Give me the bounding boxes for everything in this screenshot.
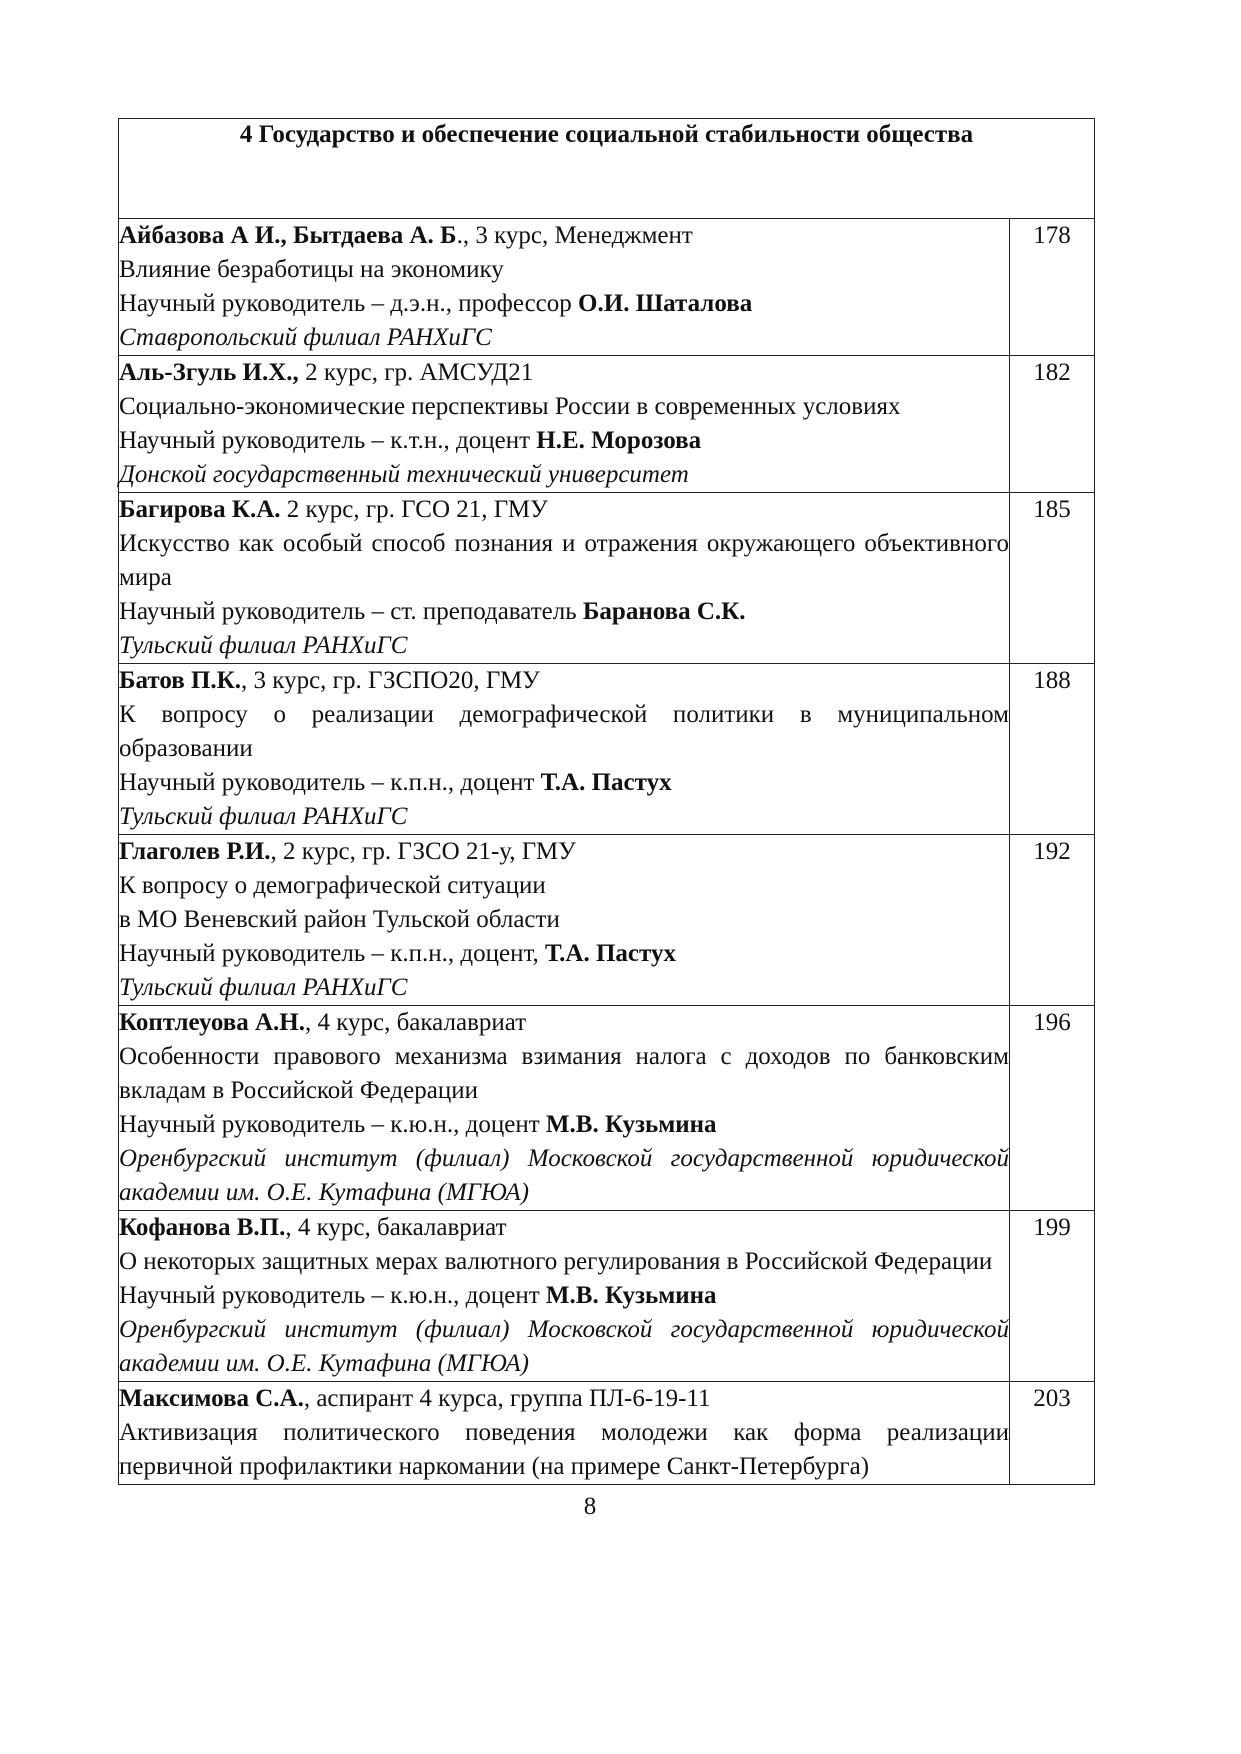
- entry-title: Активизация политического поведения молодежи как форма реализации первичной профилактики наркомании (на примере Санкт-Петербурга): [119, 1419, 1009, 1480]
- table-row: [119, 1006, 1095, 1211]
- table-row: [119, 664, 1095, 835]
- table-row: [119, 219, 1095, 356]
- entry-authors-line: [119, 664, 1009, 698]
- entry-cell: [119, 664, 1010, 835]
- entry-details: ., 3 курс, Менеджмент: [456, 222, 693, 249]
- entry-cell: [119, 1006, 1010, 1211]
- entry-cell: [119, 835, 1010, 1006]
- entry-authors-line: [119, 493, 1009, 527]
- entry-title: Влияние безработицы на экономику: [119, 256, 504, 283]
- table-row: [119, 1382, 1095, 1485]
- entry-affiliation: Оренбургский институт (филиал) Московской государственной юридической академии им. О.Е. Кутафина (МГЮА): [119, 1316, 1009, 1377]
- entry-page-number: 196: [1010, 1006, 1095, 1211]
- entry-page-number: 203: [1010, 1382, 1095, 1485]
- entry-cell: [119, 219, 1010, 356]
- table-row: [119, 493, 1095, 664]
- entry-affiliation: Тульский филиал РАНХиГС: [119, 803, 408, 830]
- entry-advisor: [119, 937, 1009, 971]
- advisor-prefix: Научный руководитель – к.п.н., доцент,: [119, 940, 545, 967]
- table-row: [119, 356, 1095, 493]
- entry-advisor: [119, 1279, 1009, 1313]
- section-header-row: [119, 119, 1095, 219]
- entry-authors: Коптлеуова А.Н.: [119, 1009, 305, 1036]
- entry-authors: Батов П.К.: [119, 667, 242, 694]
- advisor-prefix: Научный руководитель – к.ю.н., доцент: [119, 1111, 546, 1138]
- table-row: [119, 1211, 1095, 1382]
- entry-cell: [119, 1211, 1010, 1382]
- entry-authors-line: [119, 835, 1009, 869]
- entry-title: Особенности правового механизма взимания налога с доходов по банковским вкладам в Российской Федерации: [119, 1043, 1009, 1104]
- entry-details: 2 курс, гр. АМСУД21: [298, 359, 534, 386]
- advisor-name: О.И. Шаталова: [578, 290, 753, 317]
- entry-authors: Кофанова В.П.: [119, 1214, 286, 1241]
- table-row: [119, 835, 1095, 1006]
- advisor-name: Баранова С.К.: [582, 598, 746, 625]
- advisor-prefix: Научный руководитель – к.п.н., доцент: [119, 769, 541, 796]
- advisor-prefix: Научный руководитель – ст. преподаватель: [119, 598, 583, 625]
- entry-page-number: 199: [1010, 1211, 1095, 1382]
- advisor-name: М.В. Кузьмина: [545, 1111, 717, 1138]
- entry-cell: [119, 1382, 1010, 1485]
- entry-page-number: 185: [1010, 493, 1095, 664]
- advisor-name: Т.А. Пастух: [540, 769, 672, 796]
- entry-authors: Айбазова А И., Бытдаева А. Б: [119, 222, 457, 249]
- entry-authors-line: [119, 1006, 1009, 1040]
- entry-title: Искусство как особый способ познания и отражения окружающего объективного мира: [119, 530, 1009, 591]
- entry-authors-line: [119, 1211, 1009, 1245]
- entry-advisor: [119, 595, 1009, 629]
- entry-advisor: [119, 424, 1009, 458]
- page-number: 8: [583, 1493, 597, 1520]
- entry-authors-line: [119, 219, 1009, 253]
- advisor-prefix: Научный руководитель – к.т.н., доцент: [119, 427, 537, 454]
- entry-details: , аспирант 4 курса, группа ПЛ-6-19-11: [303, 1385, 711, 1412]
- entry-cell: [119, 356, 1010, 493]
- entry-page-number: 188: [1010, 664, 1095, 835]
- entry-authors: Аль-Згуль И.Х.,: [119, 359, 299, 386]
- advisor-prefix: Научный руководитель – д.э.н., профессор: [119, 290, 579, 317]
- advisor-prefix: Научный руководитель – к.ю.н., доцент: [119, 1282, 546, 1309]
- entry-title: К вопросу о реализации демографической политики в муниципальном образовании: [119, 701, 1009, 762]
- entry-affiliation: Тульский филиал РАНХиГС: [119, 632, 408, 659]
- entry-affiliation: Тульский филиал РАНХиГС: [119, 974, 408, 1001]
- entry-advisor: [119, 766, 1009, 800]
- section-title: 4 Государство и обеспечение социальной стабильности общества: [239, 121, 974, 148]
- entry-advisor: [119, 1108, 1009, 1142]
- entry-details: , 4 курс, бакалавриат: [285, 1214, 507, 1241]
- entry-page-number: 192: [1010, 835, 1095, 1006]
- advisor-name: М.В. Кузьмина: [545, 1282, 717, 1309]
- entry-authors-line: [119, 1382, 1009, 1416]
- entry-cell: [119, 493, 1010, 664]
- entry-authors-line: [119, 356, 1009, 390]
- entry-details: , 3 курс, гр. ГЗСПО20, ГМУ: [241, 667, 540, 694]
- entry-affiliation: Донской государственный технический университет: [119, 461, 689, 488]
- contents-table: [118, 118, 1095, 1485]
- entry-page-number: 182: [1010, 356, 1095, 493]
- entry-details: 2 курс, гр. ГСО 21, ГМУ: [280, 496, 548, 523]
- advisor-name: Н.Е. Морозова: [536, 427, 702, 454]
- entry-page-number: 178: [1010, 219, 1095, 356]
- entry-authors: Максимова С.А.: [119, 1385, 304, 1412]
- entry-affiliation: Ставропольский филиал РАНХиГС: [119, 324, 492, 351]
- entry-title: О некоторых защитных мерах валютного регулирования в Российской Федерации: [119, 1248, 993, 1275]
- section-header-cell: [119, 119, 1095, 219]
- entry-authors: Глаголев Р.И.: [119, 838, 271, 865]
- entry-details: , 4 курс, бакалавриат: [304, 1009, 527, 1036]
- entry-advisor: [119, 287, 1009, 321]
- entry-details: , 2 курс, гр. ГЗСО 21-у, ГМУ: [270, 838, 576, 865]
- entry-affiliation: Оренбургский институт (филиал) Московской государственной юридической академии им. О.Е. Кутафина (МГЮА): [119, 1145, 1009, 1206]
- entry-title-line-1: К вопросу о демографической ситуации: [119, 872, 546, 899]
- entry-title-line-2: в МО Веневский район Тульской области: [119, 906, 560, 933]
- entry-authors: Багирова К.А.: [119, 496, 281, 523]
- advisor-name: Т.А. Пастух: [545, 940, 676, 967]
- entry-title: Социально-экономические перспективы России в современных условиях: [119, 393, 901, 420]
